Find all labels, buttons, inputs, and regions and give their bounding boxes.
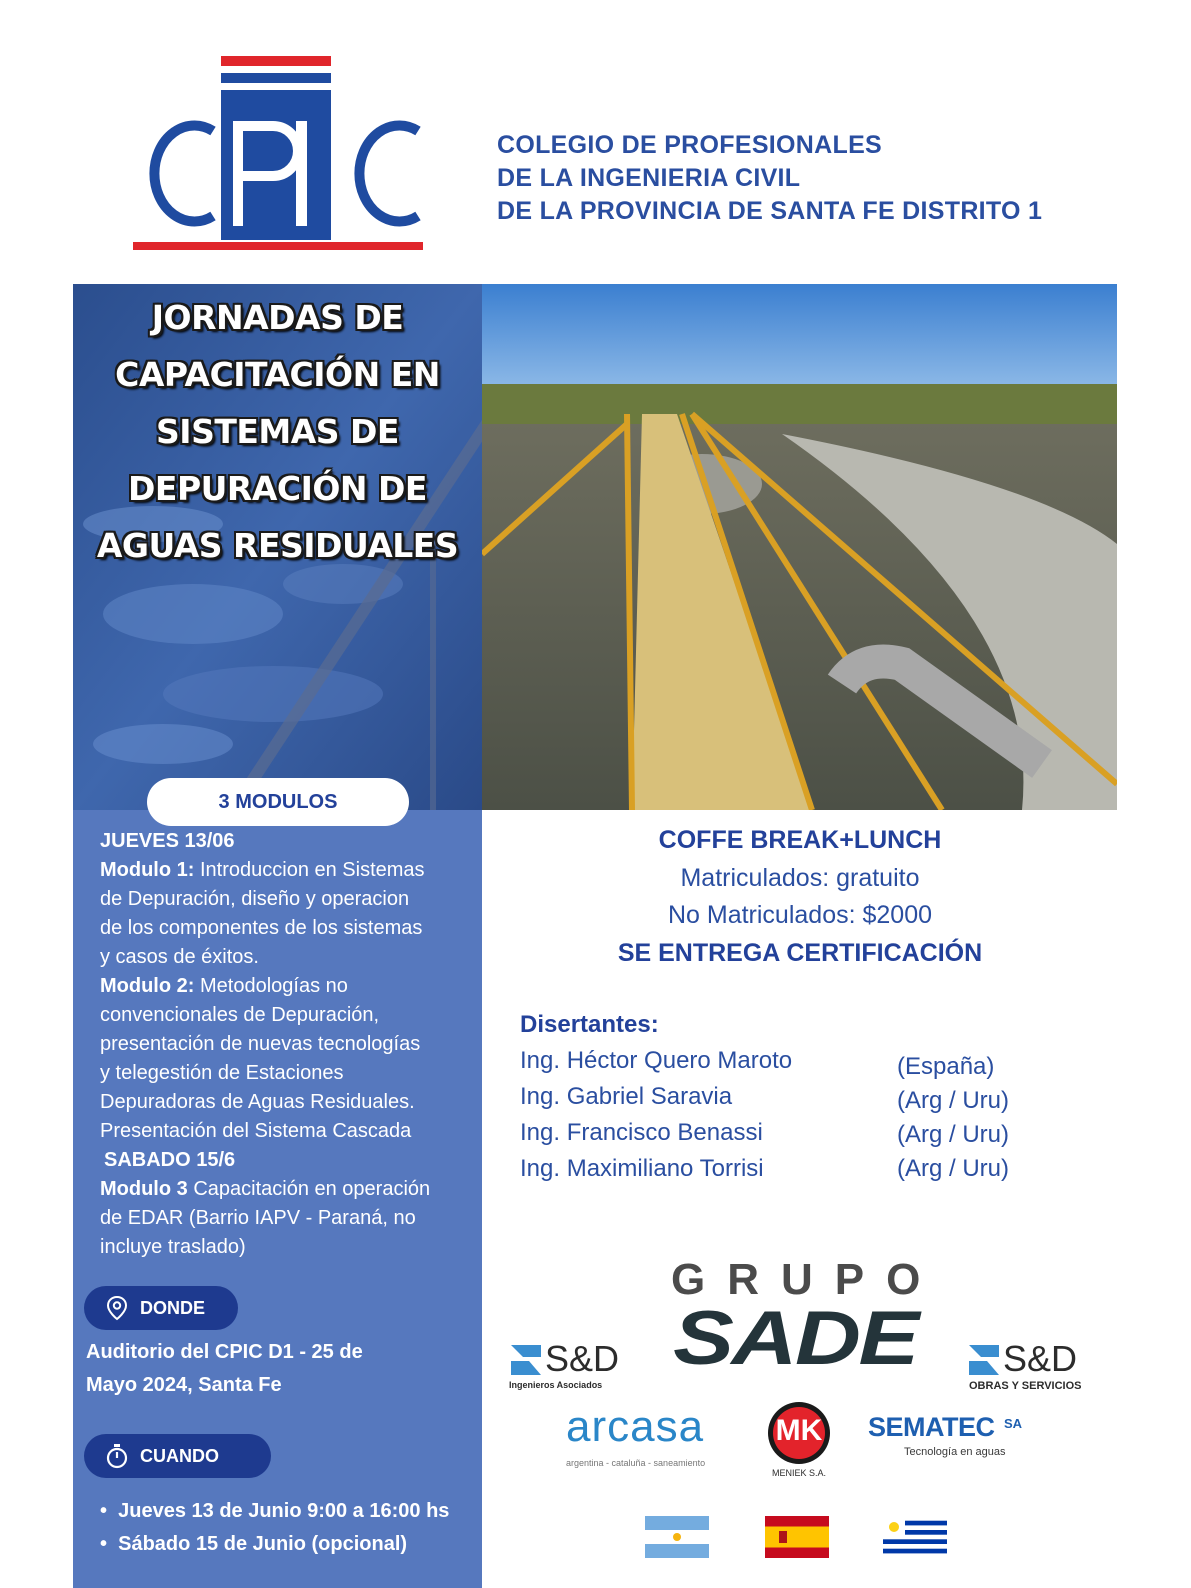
sematec-sa: SA [1004, 1416, 1023, 1431]
module-2-line-1: Modulo 2: Metodologías no [100, 975, 348, 997]
modules-badge: 3 MODULOS [147, 778, 409, 826]
when-badge [84, 1434, 271, 1478]
meniek-logo [764, 1400, 834, 1480]
stopwatch-icon [104, 1443, 130, 1469]
grupo-sade-logo [655, 1255, 943, 1381]
coffee-break-lunch: COFFE BREAK+LUNCH [658, 826, 942, 854]
speaker-4-country: (Arg / Uru) [897, 1155, 1010, 1182]
walkway-clarifier-photo [482, 284, 1117, 810]
non-members-price: No Matriculados: $2000 [667, 901, 933, 929]
title-line-5: AGUAS RESIDUALES [96, 526, 459, 565]
venue-line-2: Mayo 2024, Santa Fe [86, 1374, 282, 1396]
schedule-item-1: • Jueves 13 de Junio 9:00 a 16:00 hs [100, 1500, 450, 1522]
spain-flag [765, 1516, 829, 1558]
members-price: Matriculados: gratuito [680, 864, 920, 892]
location-pin-icon [104, 1295, 130, 1321]
sd-right-subtitle: OBRAS Y SERVICIOS [969, 1380, 1082, 1392]
schedule-item-2: • Sábado 15 de Junio (opcional) [100, 1533, 408, 1555]
certificate-notice: SE ENTREGA CERTIFICACIÓN [617, 939, 983, 967]
speaker-1-country: (España) [897, 1053, 995, 1080]
sd-mark-icon [509, 1343, 543, 1377]
module-3-line-3: incluye traslado) [100, 1236, 246, 1258]
title-line-2: CAPACITACIÓN EN [115, 355, 440, 394]
module-2-line-4: y telegestión de Estaciones [100, 1062, 344, 1084]
arcasa-text: arcasa [566, 1402, 705, 1451]
title-line-4: DEPURACIÓN DE [128, 469, 427, 508]
day-2-heading: SABADO 15/6 [104, 1149, 236, 1171]
venue-line-1: Auditorio del CPIC D1 - 25 de [86, 1341, 363, 1363]
meniek-subtitle: MENIEK S.A. [771, 1468, 826, 1478]
speaker-4-name: Ing. Maximiliano Torrisi [520, 1155, 764, 1182]
module-1-line-3: de los componentes de los sistemas [100, 917, 423, 939]
sematec-subtitle: Tecnología en aguas [904, 1446, 1006, 1458]
module-1-line-4: y casos de éxitos. [100, 946, 259, 968]
argentina-flag [645, 1516, 709, 1558]
sd-obras-logo [967, 1340, 1092, 1390]
module-2-line-5: Depuradoras de Aguas Residuales. [100, 1091, 415, 1113]
speaker-3-name: Ing. Francisco Benassi [520, 1119, 763, 1146]
sd-right-text: S&D [1003, 1338, 1078, 1379]
sd-left-subtitle: Ingenieros Asociados [509, 1380, 603, 1390]
cpic-logo [133, 56, 423, 256]
title-line-3: SISTEMAS DE [156, 412, 399, 451]
uruguay-flag [883, 1516, 947, 1558]
sd-mark-icon [967, 1343, 1001, 1377]
arcasa-logo [562, 1402, 732, 1470]
module-2-line-6: Presentación del Sistema Cascada [100, 1120, 412, 1142]
meniek-letters: MK [775, 1414, 823, 1447]
speaker-1-name: Ing. Héctor Quero Maroto [520, 1047, 793, 1074]
where-badge [84, 1286, 238, 1330]
sematec-logo [868, 1414, 1038, 1464]
where-label: DONDE [140, 1298, 206, 1318]
sd-ingenieros-logo [509, 1340, 629, 1390]
day-1-heading: JUEVES 13/06 [100, 830, 235, 852]
arcasa-subtitle: argentina - cataluña - saneamiento [566, 1458, 706, 1468]
org-name-line-2: DE LA INGENIERIA CIVIL [497, 164, 801, 192]
title-line-1: JORNADAS DE [151, 298, 404, 337]
speaker-2-country: (Arg / Uru) [897, 1087, 1010, 1114]
speaker-3-country: (Arg / Uru) [897, 1121, 1010, 1148]
speakers-heading: Disertantes: [520, 1011, 659, 1038]
when-label: CUANDO [140, 1446, 219, 1466]
org-name-line-3: DE LA PROVINCIA DE SANTA FE DISTRITO 1 [497, 197, 1043, 225]
sade-text: SADE [673, 1296, 917, 1381]
org-name-line-1: COLEGIO DE PROFESIONALES [497, 131, 883, 159]
sd-left-text: S&D [545, 1338, 620, 1379]
module-2-line-2: convencionales de Depuración, [100, 1004, 380, 1026]
sematec-text: SEMATEC [868, 1412, 995, 1442]
module-1-line-2: de Depuración, diseño y operacion [100, 888, 410, 910]
speaker-2-name: Ing. Gabriel Saravia [520, 1083, 733, 1110]
module-3-line-2: de EDAR (Barrio IAPV - Paraná, no [100, 1207, 416, 1229]
grupo-text: GRUPO [671, 1255, 943, 1304]
module-3-line-1: Modulo 3 Capacitación en operación [100, 1178, 431, 1200]
module-1-line-1: Modulo 1: Introduccion en Sistemas [100, 859, 425, 881]
module-2-line-3: presentación de nuevas tecnologías [100, 1033, 421, 1055]
